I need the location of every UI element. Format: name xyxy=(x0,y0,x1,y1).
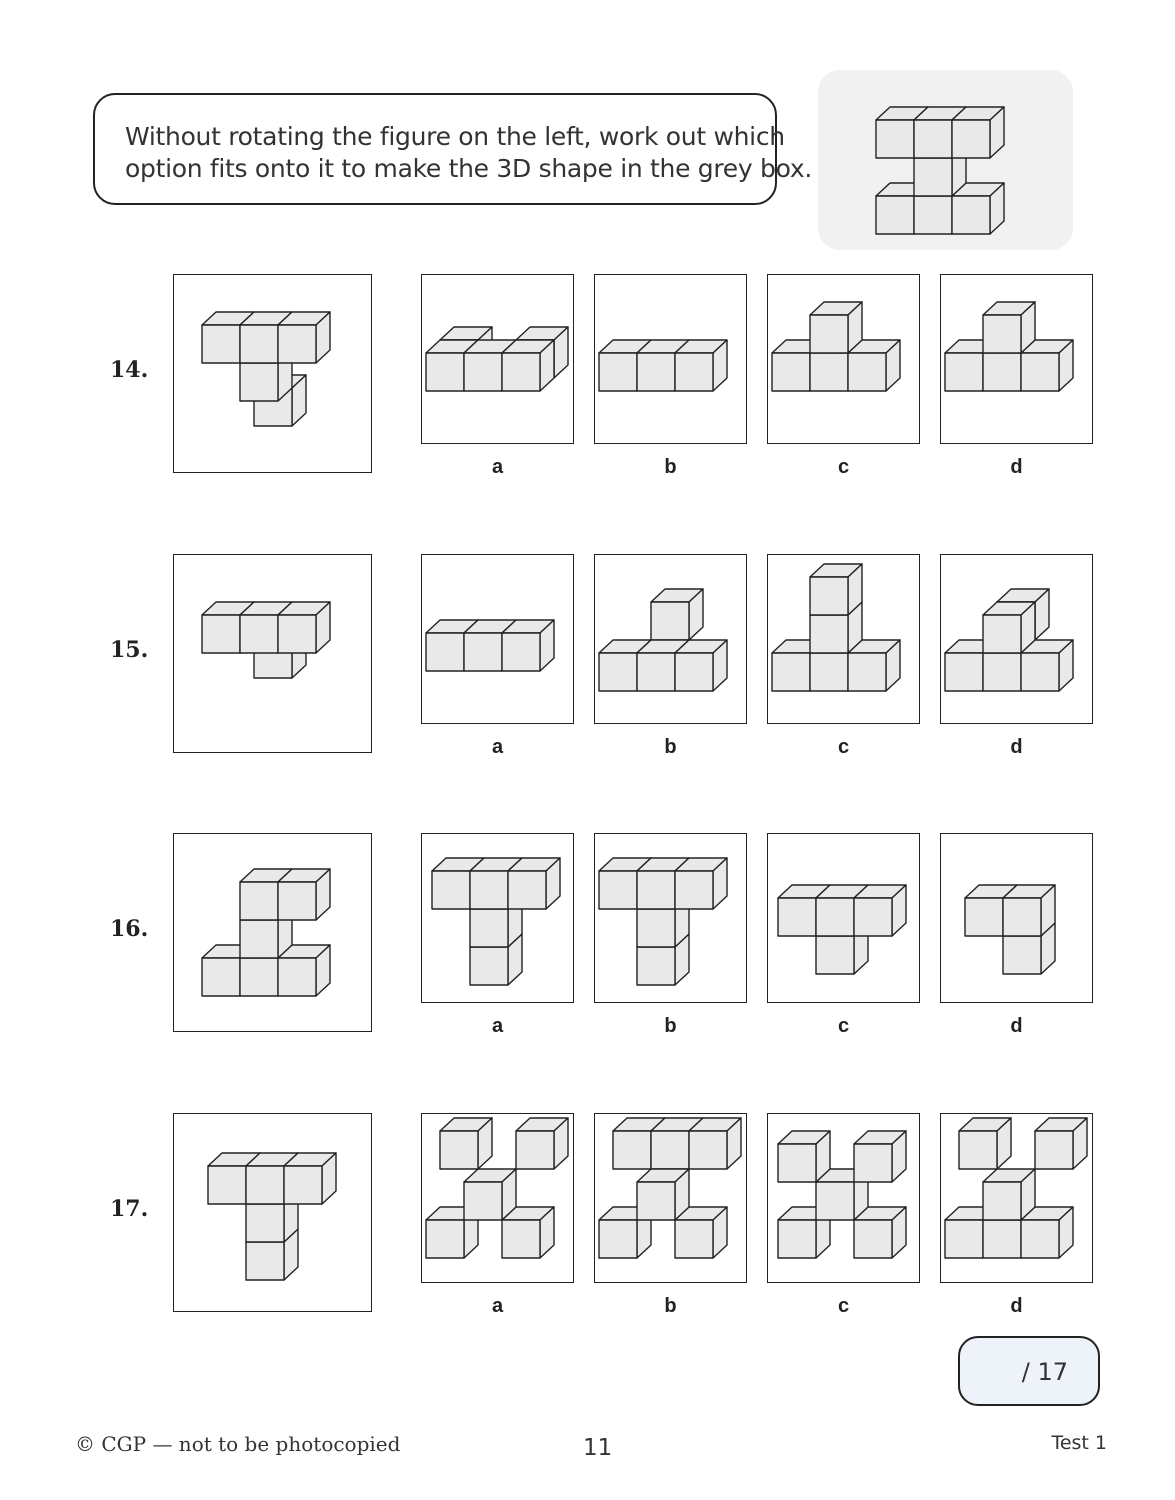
cube xyxy=(983,302,1035,353)
question-16-figure-box xyxy=(173,833,372,1032)
cube xyxy=(502,340,554,391)
q16-option-b[interactable] xyxy=(594,833,747,1003)
cube xyxy=(983,602,1035,653)
page-number: 11 xyxy=(583,1435,613,1461)
q16-option-a[interactable] xyxy=(421,833,574,1003)
q17-option-b[interactable] xyxy=(594,1113,747,1283)
q16-label-b: b xyxy=(664,1015,677,1037)
cube xyxy=(675,1207,727,1258)
cube xyxy=(278,602,330,653)
cube xyxy=(651,589,703,640)
q16-option-a-figure xyxy=(422,834,575,1004)
q16-label-d: d xyxy=(1010,1015,1023,1037)
question-number-17: 17. xyxy=(110,1196,149,1222)
question-17-figure-box xyxy=(173,1113,372,1312)
test-label: Test 1 xyxy=(1051,1432,1107,1454)
cube xyxy=(959,1118,1011,1169)
q14-option-a[interactable] xyxy=(421,274,574,444)
q15-label-b: b xyxy=(664,736,677,758)
q15-option-b-figure xyxy=(595,555,748,725)
q16-label-c: c xyxy=(837,1015,850,1037)
q15-label-d: d xyxy=(1010,736,1023,758)
cube xyxy=(637,1169,689,1220)
instruction-line-2: option fits onto it to make the 3D shape in the grey box. xyxy=(125,154,812,183)
question-16-figure xyxy=(174,834,373,1033)
q14-label-d: d xyxy=(1010,456,1023,478)
cube xyxy=(1003,885,1055,936)
cube xyxy=(952,107,1004,158)
question-17-figure xyxy=(174,1114,373,1313)
q16-option-d-figure xyxy=(941,834,1094,1004)
cube xyxy=(1021,340,1073,391)
instruction-box xyxy=(93,93,812,205)
cube xyxy=(516,1118,568,1169)
question-14-figure-box xyxy=(173,274,372,473)
q14-option-b[interactable] xyxy=(594,274,747,444)
score-total: / 17 xyxy=(1021,1358,1068,1386)
q15-option-c-figure xyxy=(768,555,921,725)
cube xyxy=(278,312,330,363)
cube xyxy=(854,1131,906,1182)
q15-label-a: a xyxy=(491,736,504,758)
cube xyxy=(854,1207,906,1258)
target-shape-figure xyxy=(818,70,1073,250)
q15-option-c[interactable] xyxy=(767,554,920,724)
cube xyxy=(689,1118,741,1169)
target-shape-box xyxy=(818,70,1073,250)
cube xyxy=(502,620,554,671)
q14-option-b-figure xyxy=(595,275,748,445)
q17-label-b: b xyxy=(664,1295,677,1317)
question-number-15: 15. xyxy=(110,637,149,663)
cube xyxy=(1021,640,1073,691)
question-15-figure xyxy=(174,555,373,754)
q14-option-d[interactable] xyxy=(940,274,1093,444)
q15-label-c: c xyxy=(837,736,850,758)
q15-option-d[interactable] xyxy=(940,554,1093,724)
cube xyxy=(778,1131,830,1182)
q16-option-c[interactable] xyxy=(767,833,920,1003)
q16-option-d[interactable] xyxy=(940,833,1093,1003)
cube xyxy=(848,340,900,391)
q17-option-a[interactable] xyxy=(421,1113,574,1283)
copyright-notice: © CGP — not to be photocopied xyxy=(75,1432,401,1456)
cube xyxy=(508,858,560,909)
cube xyxy=(1035,1118,1087,1169)
question-number-14: 14. xyxy=(110,357,149,383)
cube xyxy=(848,640,900,691)
cube xyxy=(464,1169,516,1220)
cube xyxy=(278,945,330,996)
question-number-16: 16. xyxy=(110,916,149,942)
q17-option-d-figure xyxy=(941,1114,1094,1284)
q14-label-c: c xyxy=(837,456,850,478)
q16-option-c-figure xyxy=(768,834,921,1004)
cube xyxy=(1021,1207,1073,1258)
q14-label-a: a xyxy=(491,456,504,478)
instruction-line-1: Without rotating the figure on the left, work out which xyxy=(125,122,785,151)
cube xyxy=(278,869,330,920)
cube xyxy=(854,885,906,936)
cube xyxy=(952,183,1004,234)
q14-option-c[interactable] xyxy=(767,274,920,444)
q17-label-d: d xyxy=(1010,1295,1023,1317)
q17-label-c: c xyxy=(837,1295,850,1317)
cube xyxy=(810,302,862,353)
cube xyxy=(675,340,727,391)
cube xyxy=(675,858,727,909)
cube xyxy=(675,640,727,691)
q14-option-d-figure xyxy=(941,275,1094,445)
q15-option-d-figure xyxy=(941,555,1094,725)
q17-option-a-figure xyxy=(422,1114,575,1284)
cube xyxy=(983,1169,1035,1220)
cube xyxy=(810,564,862,615)
q14-label-b: b xyxy=(664,456,677,478)
q15-option-b[interactable] xyxy=(594,554,747,724)
q17-option-d[interactable] xyxy=(940,1113,1093,1283)
cube xyxy=(284,1153,336,1204)
question-14-figure xyxy=(174,275,373,474)
q14-option-a-figure xyxy=(422,275,575,445)
q14-option-c-figure xyxy=(768,275,921,445)
q16-label-a: a xyxy=(491,1015,504,1037)
q17-option-b-figure xyxy=(595,1114,748,1284)
score-box[interactable] xyxy=(958,1336,1100,1406)
question-15-figure-box xyxy=(173,554,372,753)
cube xyxy=(502,1207,554,1258)
q16-option-b-figure xyxy=(595,834,748,1004)
cube xyxy=(440,1118,492,1169)
q17-option-c-figure xyxy=(768,1114,921,1284)
q17-label-a: a xyxy=(491,1295,504,1317)
q15-option-a-figure xyxy=(422,555,575,725)
q17-option-c[interactable] xyxy=(767,1113,920,1283)
q15-option-a[interactable] xyxy=(421,554,574,724)
